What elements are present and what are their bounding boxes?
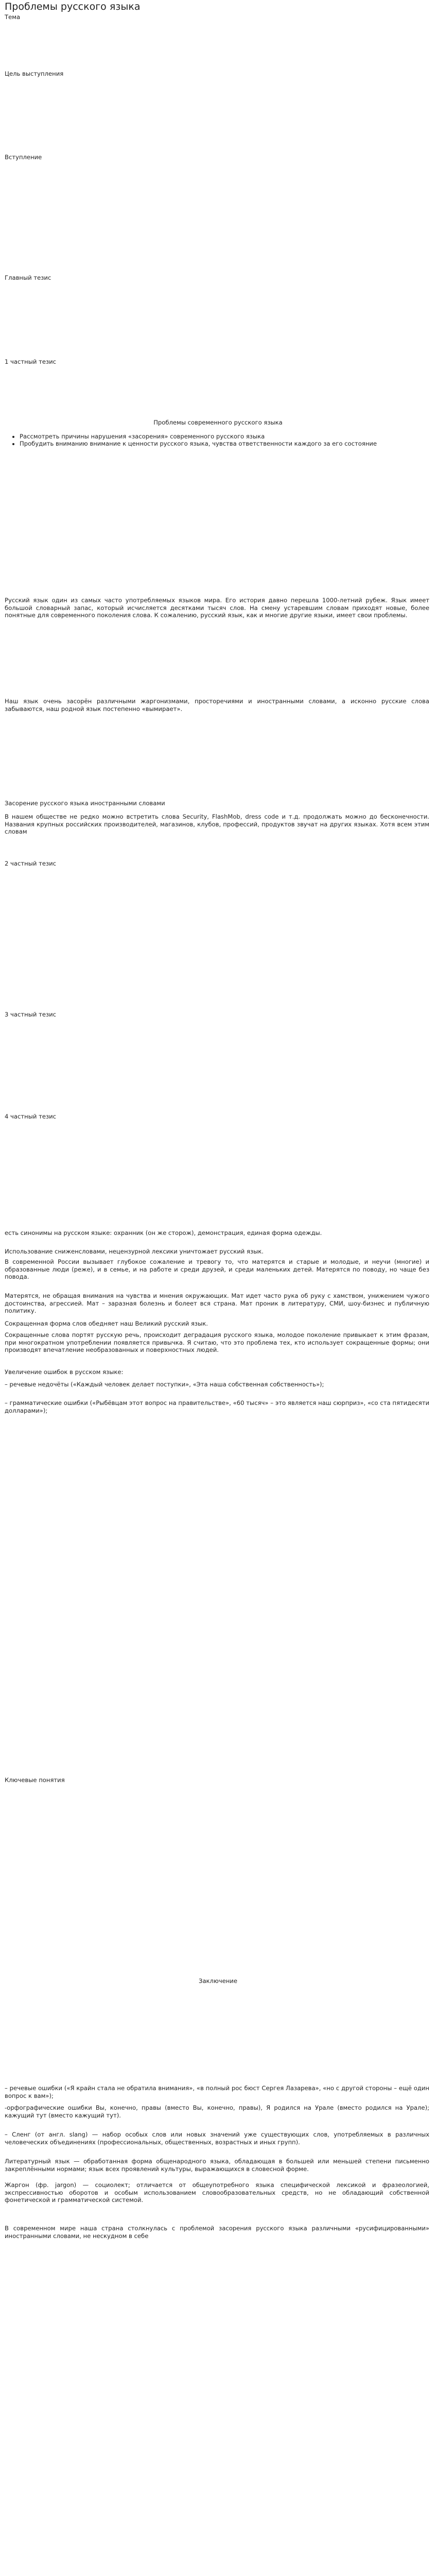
heading-main-thesis: Главный тезис [5,274,51,281]
heading-foreign-words: Засорение русского языка иностранными словами [5,800,165,807]
bullet-list [10,433,411,447]
list-item: • Рассмотреть причины нарушения «засорения» современного русского языка [20,433,411,440]
heading-thesis-3: 3 частный тезис [5,1011,57,1018]
paragraph: В нашем обществе не редко можно встретить слова Security, FlashMob, dress code и т.д. продолжать можно до бесконечности. Названия крупных российских производителей, магазинов, клубов, профессий, продуктов звучат на других языках. Хотя всем этим словам [5,813,429,836]
paragraph: – Сленг (от англ. slang) — набор особых слов или новых значений уже существующих слов, употребляемых в различных человеческих объединениях (профессиональных, общественных, возрастных и иных групп). [5,2131,429,2146]
paragraph: – грамматические ошибки («Рыбёвцам этот вопрос на правительстве», «60 тысяч» – это является наш сюрприз», «со ста пятидесяти долларами»); [5,1399,429,1414]
heading-intro: Вступление [5,154,42,161]
heading-thesis-4: 4 частный тезис [5,1113,57,1120]
paragraph: Матерятся, не обращая внимания на чувства и мнения окружающих. Мат идет часто рука об руку с хамством, унижением чужого достоинства, агрессией. Мат – заразная болезнь и болеет вся страна. Мат проник в литературу, СМИ, шоу-бизнес и публичную политику. [5,1292,429,1315]
paragraph: В современном мире наша страна столкнулась с проблемой засорения русского языка различными «русифицированными» иностранными словами, не нескудном в себе [5,2225,429,2240]
paragraph: Использование сниженсловами, нецензурной лексики уничтожает русский язык. [5,1248,264,1255]
paragraph: Увеличение ошибок в русском языке: [5,1368,124,1376]
heading-conclusion: Заключение [199,1977,237,1985]
paragraph: Литературный язык — обработанная форма общенародного языка, обладающая в большей или меньшей степени письменно закреплёнными нормами; язык всех проявлений культуры, выражающихся в словесной форме. [5,2158,429,2173]
paragraph: В современной России вызывает глубокое сожаление и тревогу то, что матерятся и старые и молодые, и неучи (многие) и образованные люди (реже), и в семье, и на работе и среди друзей, и среди маленьких детей. Матерятся по поводу, но чаще без повода. [5,1258,429,1281]
paragraph: Русский язык один из самых часто употребляемых языков мира. Его история давно перешла 1000-летний рубеж. Язык имеет большой словарный запас, который исчисляется десятками тысяч слов. На смену устаревшим словам приходят новые, более понятные для современного поколения слова. К сожалению, русский язык, как и многие другие языки, имеет свои проблемы. [5,597,429,619]
list-item: • Пробудить вниманию внимание к ценности русского языка, чувства ответственности каждого за его состояние [20,440,411,447]
paragraph: -орфографические ошибки Вы, конечно, правы (вместо Вы, конечно, правы), Я родился на Урале (вместо родился на Урале); кажущий тут (вместо кажущий тут). [5,2104,429,2119]
heading-aim: Цель выступления [5,70,64,77]
paragraph: Сокращенная форма слов обедняет наш Великий русский язык. [5,1320,208,1327]
heading-thesis-2: 2 частный тезис [5,860,57,867]
heading-keywords: Ключевые понятия [5,1776,65,1784]
page-title: Проблемы русского языка [5,1,141,12]
paragraph: – речевые недочёты («Каждый человек делает поступки», «Эта наша собственная собственность»); [5,1381,324,1388]
paragraph: Наш язык очень засорён различными жаргонизмами, просторечиями и иностранными словами, а исконно русские слова забываются, наш родной язык постепенно «вымирает». [5,698,429,713]
paragraph: Жаргон (фр. jargon) — социолект; отличается от общеупотребного языка специфической лексикой и фразеологией, экспрессивностью оборотов и особым использованием словообразовательных средств, но не обладающий собственной фонетической и грамматической системой. [5,2181,429,2204]
heading-thesis-1: 1 частный тезис [5,358,57,365]
topic-label: Тема [5,13,21,21]
paragraph: есть синонимы на русском языке: охранник (он же сторож), демонстрация, единая форма одежды. [5,1229,322,1236]
paragraph: – речевые ошибки («Я крайн стала не обратила внимания», «в полный рос бюст Сергея Лазарева», «но с другой стороны – ещё один вопрос к вам»); [5,2084,429,2099]
heading-problems: Проблемы современного русского языка [153,419,283,426]
paragraph: Сокращенные слова портят русскую речь, происходит деградация русского языка, молодое поколение привыкает к этим фразам, при многократном употреблении появляется привычка. Я считаю, что это проблема тех, кто использует сокращенные формы; они производят впечатление необразованных и поверхностных людей. [5,1331,429,1354]
